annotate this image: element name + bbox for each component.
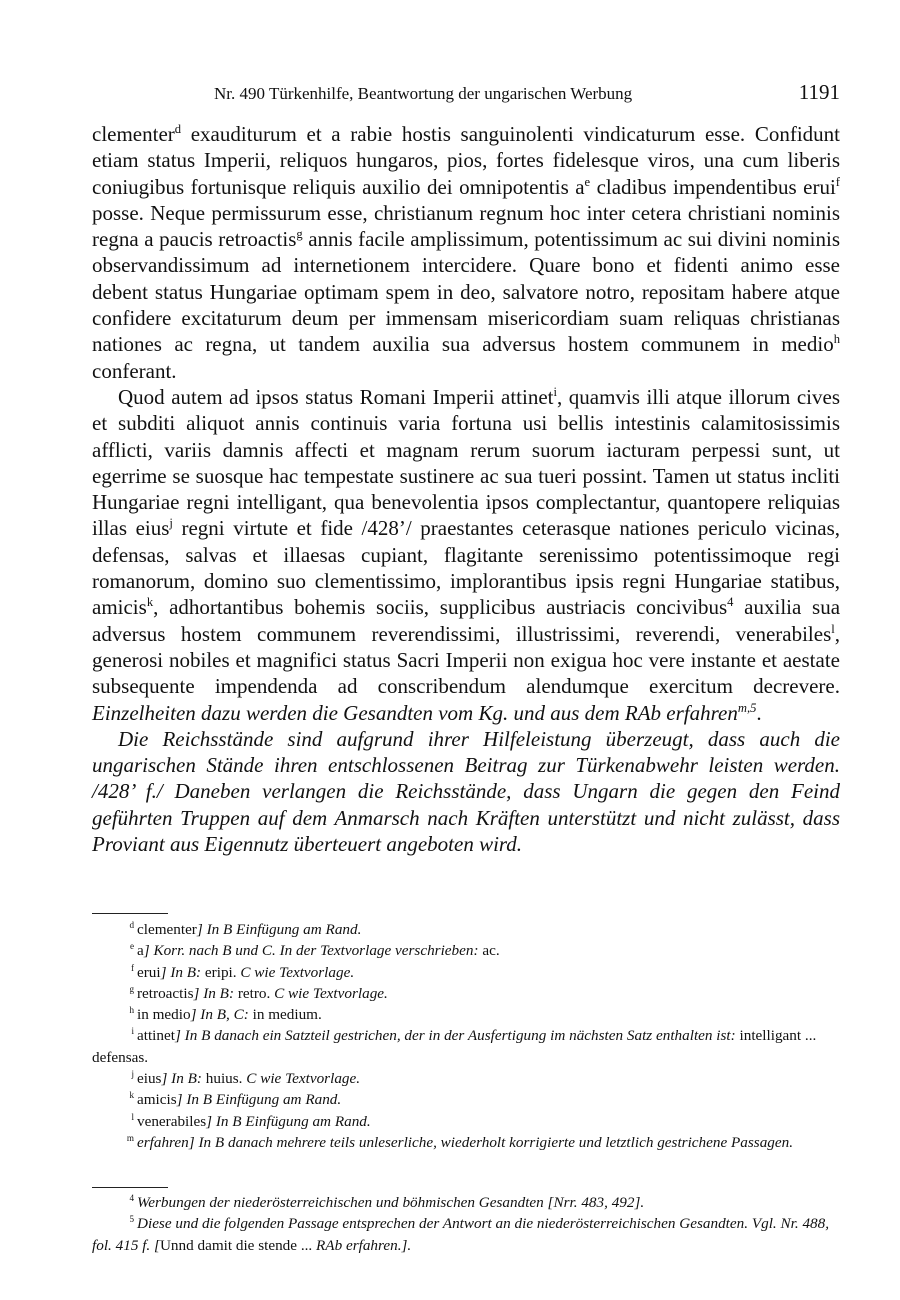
running-header — [92, 80, 840, 110]
text-run: cladibus impendentibus erui — [590, 174, 836, 199]
footnote: $^g$ retroactis] In B: retro. C wie Textvorlage. — [129, 983, 388, 1002]
footnote: $^e$ a] Korr. nach B und C. In der Textvorlage verschrieben: ac. — [129, 941, 500, 960]
footnote-ref-e: e — [584, 174, 591, 189]
footnote-text: intelligant ... defensas. — [92, 1027, 817, 1066]
text-run: , generosi nobiles et magnifici status Sacri Imperii non exigua hoc vere instante et aestate subsequente impendenda ad conscribendum alendumque exercitum decrevere. — [92, 621, 840, 699]
footnote-text: in medio — [137, 1006, 191, 1024]
text-run: posse. Neque permissurum esse, christianum regnum hoc inter cetera christiani nominis regna a paucis retroactis — [92, 200, 840, 252]
footnote: $^i$ attinet] In B danach ein Satzteil gestrichen, der in der Ausfertigung im nächsten Satz enthalten ist: intelligant ... defensas. — [92, 1026, 817, 1066]
footnote: $^l$ venerabiles] In B Einfügung am Rand. — [131, 1111, 371, 1130]
text-critical-footnotes — [92, 919, 840, 1153]
footnote-ref-k: k — [146, 595, 154, 610]
footnote-text: attinet — [137, 1027, 175, 1045]
footnote-text: ] In B danach ein Satzteil gestrichen, der in der Ausfertigung im nächsten Satz enthalten ist: — [174, 1027, 740, 1045]
footnote-text: a — [137, 942, 144, 960]
text-run: exauditurum et a rabie hostis sanguinolenti vindicaturum esse. Confidunt etiam status Imperii, reliquos hungaros, pios, fortes fidelesque viros, una cum liberis coniugibus fortunisque reliquis auxilio dei omnipotentis a — [92, 122, 840, 199]
footnote-text: eripi. — [204, 963, 241, 981]
text-run: regni virtute et fide /428’/ praestantes ceterasque nationes periculo vicinas, defensas, salvas et illaesas cupiant, flagitante serenissimo potentissimoque regi romanorum, domino suo clementissimo, implorantibus ipsis regni Hungariae statibus, amicis — [92, 516, 840, 620]
footnote-text: C wie Textvorlage. — [240, 963, 355, 981]
text-run: Quod autem ad ipsos status Romani Imperii attinet — [118, 384, 554, 409]
paragraph-3-summary: Die Reichsstände sind aufgrund ihrer Hilfeleistung überzeugt, dass auch die ungarischen Stände ihren entschlossenen Beitrag zur Türkenabwehr leisten werden. /428’ f./ Daneben verlangen die Reichsstände, dass Ungarn die gegen den Feind geführten Truppen auf dem Anmarsch nach Kräften unterstützt und nicht zulässt, dass Proviant aus Eigennutz überteuert angeboten wird. — [92, 726, 840, 857]
footnote-ref-m5: m,5 — [737, 700, 757, 715]
text-run: , adhortantibus bohemis sociis, supplicibus austriacis concivibus — [153, 595, 728, 620]
footnote: $^m$ erfahren] In B danach mehrere teils unleserliche, wiederholt korrigierte und letztlich gestrichene Passagen. — [126, 1132, 794, 1151]
footnote-ref-g: g — [296, 227, 303, 242]
footnote-text: venerabiles — [137, 1112, 207, 1130]
text-run: , quamvis illi atque illorum cives et subditi aliquot annis continuis varia fortuna usi bellis intestinis calamitosissimis afflicti, variis damnis affecti et magnam rerum suorum iacturam perpessi sunt, ut egerrime se suosque hac tempestate sustinere ac sua tueri possint. Tamen ut status incliti Hungariae regni intelligant, qua benevolentia ipsos complectantur, quantopere reliquias illas eius — [92, 384, 840, 541]
footnote-ref-j: j — [169, 516, 173, 531]
text-run: annis facile amplissimum, potentissimum ac sui divini nominis observandissimum ad internetionem intercidere. Quare bono et fidenti animo esse debent status Hungariae optimam spem in deo, salvatore notro, repositam habere atque confidere excitaturum deum per immensam misericordiam suam reliquas christianas nationes ac regna, ut tandem auxilia sua adversus hostem communem in medio — [92, 227, 840, 357]
page-number: 1191 — [798, 80, 840, 104]
footnote-text: Werbungen der niederösterreichischen und böhmischen Gesandten [Nrr. 483, 492]. — [137, 1194, 645, 1211]
footnote-text: ] In B: — [160, 963, 205, 981]
footnote-text: ] In B Einfügung am Rand. — [206, 1112, 371, 1130]
footnote-ref-h: h — [833, 332, 840, 347]
footnote-text: retroactis — [137, 984, 194, 1002]
text-run: auxilia sua adversus hostem communem reverendissimi, illustrissimi, reverendi, venerabiles — [92, 595, 841, 646]
footnote: $^h$ in medio] In B, C: in medium. — [129, 1005, 322, 1024]
footnote-divider — [92, 1187, 168, 1188]
footnote-text: amicis — [137, 1091, 177, 1109]
main-text — [92, 121, 840, 857]
footnote-text: in medium. — [252, 1006, 322, 1024]
footnote-divider — [92, 913, 168, 914]
running-title: Nr. 490 Türkenhilfe, Beantwortung der ungarischen Werbung — [214, 84, 633, 103]
footnote-text: eius — [137, 1070, 162, 1088]
footnote-text: RAb erfahren.]. — [316, 1236, 412, 1254]
text-run: conferant. — [92, 358, 177, 383]
footnote-text: retro. — [237, 984, 275, 1002]
footnote-text: ac. — [482, 942, 500, 960]
editorial-summary: Einzelheiten dazu werden die Gesandten vom Kg. und aus dem RAb erfahren — [92, 700, 738, 725]
footnote-ref-4: 4 — [727, 595, 734, 610]
footnote: $^j$ eius] In B: huius. C wie Textvorlage. — [131, 1069, 361, 1088]
footnote-ref-l: l — [831, 621, 835, 636]
footnote: $^f$ erui] In B: eripi. C wie Textvorlage. — [130, 962, 355, 981]
paragraph-1 — [92, 121, 840, 384]
footnote: $^d$ clementer] In B Einfügung am Rand. — [129, 919, 362, 938]
paragraph-2 — [92, 384, 840, 726]
footnote: $^4$ Werbungen der niederösterreichischen und böhmischen Gesandten [Nrr. 483, 492]. — [129, 1192, 645, 1211]
footnote-text: C wie Textvorlage. — [246, 1070, 361, 1088]
footnote: $^k$ amicis] In B Einfügung am Rand. — [129, 1090, 342, 1109]
footnote-ref-i: i — [553, 384, 557, 399]
footnote-text: ] In B Einfügung am Rand. — [176, 1091, 342, 1109]
footnote-text: erfahren] In B danach mehrere teils unleserliche, wiederholt korrigierte und letztlich gestrichene Passagen. — [137, 1133, 794, 1151]
footnote-text: ] In B: — [193, 984, 238, 1002]
text-run: . — [756, 700, 762, 725]
footnote-text: huius. — [205, 1070, 247, 1088]
footnote: $^5$ Diese und die folgenden Passage entsprechen der Antwort an die niederösterreichischen Gesandten. Vgl. Nr. 488, fol. 415 f. [Unnd damit die stende ... RAb erfahren.]. — [92, 1214, 830, 1254]
footnote-ref-d: d — [174, 122, 182, 136]
footnote-text: Diese und die folgenden Passage entsprechen der Antwort an die niederösterreichischen Gesandten. Vgl. Nr. 488, fol. 415 f. [ — [92, 1215, 830, 1254]
footnote-text: ] In B: — [161, 1070, 206, 1088]
commentary-footnotes — [92, 1192, 840, 1256]
footnote-text: ] In B, C: — [190, 1006, 253, 1024]
footnote-text: clementer — [137, 921, 197, 938]
footnote-ref-f: f — [835, 174, 840, 189]
text-run: clementer — [92, 122, 175, 146]
footnote-text: ] Korr. nach B und C. In der Textvorlage verschrieben: — [143, 942, 483, 960]
footnote-text: C wie Textvorlage. — [274, 984, 388, 1002]
footnote-text: ] In B Einfügung am Rand. — [196, 921, 362, 938]
footnote-text: Unnd damit die stende ... — [159, 1236, 317, 1254]
footnote-text: erui — [137, 963, 161, 981]
